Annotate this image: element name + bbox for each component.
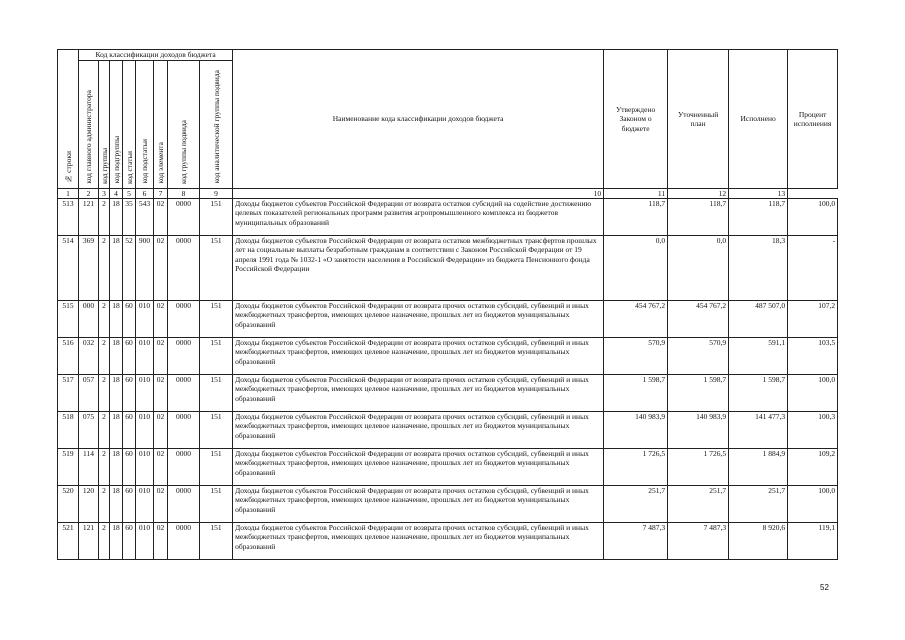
col-number: 9 [200,189,233,199]
percent-value: 107,2 [788,301,838,338]
percent-value: 109,2 [788,449,838,486]
subarticle-code: 010 [136,523,154,560]
percent-value: 100,0 [788,375,838,412]
table-row [58,375,838,412]
executed-value: 1 598,7 [729,375,788,412]
header-admin-code: код главного администратора [79,61,99,189]
header-group-code: код группы [99,61,110,189]
approved-value: 140 983,9 [604,412,668,449]
header-article-code: код статьи [123,61,136,189]
row-number: 518 [58,412,79,449]
percent-value: - [788,236,838,301]
group-code: 2 [99,375,110,412]
subarticle-code: 543 [136,199,154,236]
admin-code: 120 [79,486,99,523]
col-number: 11 [604,189,668,199]
subgroup-code: 18 [110,338,123,375]
header-subarticle-code: код подстатьи [136,61,154,189]
table-row [58,338,838,375]
subgroup-code: 18 [110,199,123,236]
analytic-group-code: 151 [200,236,233,301]
element-code: 02 [154,301,168,338]
row-number: 519 [58,449,79,486]
admin-code: 075 [79,412,99,449]
header-element-code: код элемента [154,61,168,189]
analytic-group-code: 151 [200,375,233,412]
admin-code: 000 [79,301,99,338]
approved-value: 118,7 [604,199,668,236]
subtype-group-code: 0000 [168,412,200,449]
col-number: 10 [233,189,604,199]
revenue-name: Доходы бюджетов субъектов Российской Федерации от возврата прочих остатков субсидий, субвенций и иных межбюджетных трансфертов, имеющих целевое назначение, прошлых лет из бюджетов муниципальных образований [233,523,604,560]
approved-value: 570,9 [604,338,668,375]
row-number: 515 [58,301,79,338]
group-code: 2 [99,338,110,375]
element-code: 02 [154,338,168,375]
revenue-name: Доходы бюджетов субъектов Российской Федерации от возврата прочих остатков субсидий, субвенций и иных межбюджетных трансфертов, имеющих целевое назначение, прошлых лет из бюджетов муниципальных образований [233,301,604,338]
approved-value: 251,7 [604,486,668,523]
header-code-group: Код классификации доходов бюджета [79,50,233,61]
revenue-name: Доходы бюджетов субъектов Российской Федерации от возврата прочих остатков субсидий, субвенций и иных межбюджетных трансфертов, имеющих целевое назначение, прошлых лет из бюджетов муниципальных образований [233,486,604,523]
col-number: 4 [110,189,123,199]
row-number: 521 [58,523,79,560]
group-code: 2 [99,449,110,486]
subtype-group-code: 0000 [168,523,200,560]
group-code: 2 [99,412,110,449]
approved-value: 454 767,2 [604,301,668,338]
admin-code: 032 [79,338,99,375]
percent-value: 103,5 [788,338,838,375]
approved-value: 1 598,7 [604,375,668,412]
analytic-group-code: 151 [200,301,233,338]
element-code: 02 [154,523,168,560]
group-code: 2 [99,199,110,236]
percent-value: 100,0 [788,199,838,236]
header-percent: Процент исполнения [788,50,838,189]
subgroup-code: 18 [110,375,123,412]
admin-code: 057 [79,375,99,412]
header-subtype-group-code: код группы подвида [168,61,200,189]
header-name: Наименование кода классификации доходов бюджета [233,50,604,189]
revenue-name: Доходы бюджетов субъектов Российской Федерации от возврата остатков субсидий на содействие достижению целевых показателей региональных программ развития агропромышленного комплекса из бюджетов муниципальных образований [233,199,604,236]
subtype-group-code: 0000 [168,199,200,236]
table-row [58,236,838,301]
element-code: 02 [154,486,168,523]
subtype-group-code: 0000 [168,375,200,412]
article-code: 60 [123,375,136,412]
admin-code: 369 [79,236,99,301]
subarticle-code: 010 [136,412,154,449]
subarticle-code: 010 [136,301,154,338]
analytic-group-code: 151 [200,486,233,523]
group-code: 2 [99,236,110,301]
admin-code: 121 [79,199,99,236]
analytic-group-code: 151 [200,523,233,560]
col-number: 12 [668,189,729,199]
revenue-name: Доходы бюджетов субъектов Российской Федерации от возврата прочих остатков субсидий, субвенций и иных межбюджетных трансфертов, имеющих целевое назначение, прошлых лет из бюджетов муниципальных образований [233,412,604,449]
revised-value: 0,0 [668,236,729,301]
table-row [58,449,838,486]
article-code: 35 [123,199,136,236]
row-number: 520 [58,486,79,523]
subtype-group-code: 0000 [168,449,200,486]
subarticle-code: 010 [136,375,154,412]
subtype-group-code: 0000 [168,236,200,301]
executed-value: 18,3 [729,236,788,301]
element-code: 02 [154,236,168,301]
article-code: 60 [123,449,136,486]
element-code: 02 [154,412,168,449]
col-number: 6 [136,189,154,199]
analytic-group-code: 151 [200,338,233,375]
subarticle-code: 900 [136,236,154,301]
article-code: 60 [123,338,136,375]
col-number: 5 [123,189,136,199]
header-approved: Утверждено Законом о бюджете [604,50,668,189]
column-number-row [58,189,838,199]
row-number: 513 [58,199,79,236]
revenue-name: Доходы бюджетов субъектов Российской Федерации от возврата остатков межбюджетных трансфертов прошлых лет на социальные выплаты безработным гражданам в соответствии с Законом Российской Федерации от 19 апреля 1991 года № 1032-1 «О занятости населения в Российской Федерации» из бюджета Пенсионного фонда Российской Федерации [233,236,604,301]
approved-value: 1 726,5 [604,449,668,486]
percent-value: 100,3 [788,412,838,449]
table-row [58,301,838,338]
col-number: 2 [79,189,99,199]
executed-value: 118,7 [729,199,788,236]
col-number: 1 [58,189,79,199]
col-number: 3 [99,189,110,199]
executed-value: 591,1 [729,338,788,375]
percent-value: 119,1 [788,523,838,560]
table-row [58,486,838,523]
table-row [58,199,838,236]
subtype-group-code: 0000 [168,301,200,338]
revenue-name: Доходы бюджетов субъектов Российской Федерации от возврата прочих остатков субсидий, субвенций и иных межбюджетных трансфертов, имеющих целевое назначение, прошлых лет из бюджетов муниципальных образований [233,449,604,486]
page-number: 52 [820,583,829,592]
executed-value: 8 920,6 [729,523,788,560]
table-row [58,412,838,449]
subtype-group-code: 0000 [168,486,200,523]
revised-value: 118,7 [668,199,729,236]
group-code: 2 [99,301,110,338]
row-number: 514 [58,236,79,301]
group-code: 2 [99,523,110,560]
article-code: 60 [123,486,136,523]
executed-value: 251,7 [729,486,788,523]
header-row-no: № строки [58,50,79,189]
header-analytic-group-code: код аналитической группы подвида [200,61,233,189]
admin-code: 121 [79,523,99,560]
executed-value: 1 884,9 [729,449,788,486]
element-code: 02 [154,449,168,486]
subarticle-code: 010 [136,338,154,375]
header-subgroup-code: код подгруппы [110,61,123,189]
row-number: 517 [58,375,79,412]
article-code: 60 [123,523,136,560]
revised-value: 7 487,3 [668,523,729,560]
subarticle-code: 010 [136,486,154,523]
row-number: 516 [58,338,79,375]
article-code: 60 [123,412,136,449]
table-body [58,199,838,560]
subgroup-code: 18 [110,236,123,301]
percent-value: 100,0 [788,486,838,523]
approved-value: 7 487,3 [604,523,668,560]
col-number: 13 [729,189,788,199]
table-row [58,523,838,560]
revised-value: 1 726,5 [668,449,729,486]
header-executed: Исполнено [729,50,788,189]
budget-revenue-table [57,49,838,560]
element-code: 02 [154,199,168,236]
subgroup-code: 18 [110,412,123,449]
subgroup-code: 18 [110,449,123,486]
article-code: 52 [123,236,136,301]
executed-value: 487 507,0 [729,301,788,338]
element-code: 02 [154,375,168,412]
analytic-group-code: 151 [200,412,233,449]
article-code: 60 [123,301,136,338]
revised-value: 570,9 [668,338,729,375]
subarticle-code: 010 [136,449,154,486]
executed-value: 141 477,3 [729,412,788,449]
analytic-group-code: 151 [200,449,233,486]
admin-code: 114 [79,449,99,486]
header-revised: Уточненный план [668,50,729,189]
revised-value: 1 598,7 [668,375,729,412]
analytic-group-code: 151 [200,199,233,236]
revenue-name: Доходы бюджетов субъектов Российской Федерации от возврата прочих остатков субсидий, субвенций и иных межбюджетных трансфертов, имеющих целевое назначение, прошлых лет из бюджетов муниципальных образований [233,375,604,412]
col-number: 7 [154,189,168,199]
subgroup-code: 18 [110,486,123,523]
subgroup-code: 18 [110,301,123,338]
revised-value: 454 767,2 [668,301,729,338]
revised-value: 140 983,9 [668,412,729,449]
revenue-name: Доходы бюджетов субъектов Российской Федерации от возврата прочих остатков субсидий, субвенций и иных межбюджетных трансфертов, имеющих целевое назначение, прошлых лет из бюджетов муниципальных образований [233,338,604,375]
subgroup-code: 18 [110,523,123,560]
col-number: 8 [168,189,200,199]
approved-value: 0,0 [604,236,668,301]
subtype-group-code: 0000 [168,338,200,375]
group-code: 2 [99,486,110,523]
revised-value: 251,7 [668,486,729,523]
